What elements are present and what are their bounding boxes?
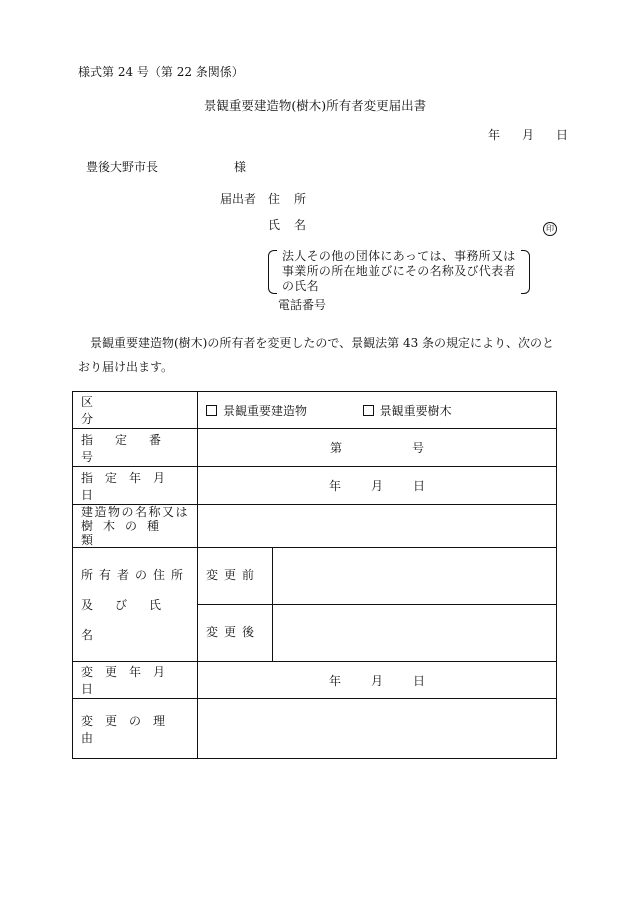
corporate-note-bracket xyxy=(268,250,530,294)
designation-date-cell[interactable] xyxy=(198,467,557,505)
change-date-day: 日 xyxy=(413,673,426,688)
before-change-value-cell[interactable] xyxy=(273,548,557,605)
designation-number-label: 指定番号 xyxy=(81,432,184,464)
row-change-reason xyxy=(73,699,557,759)
category-label: 区分 xyxy=(81,395,168,426)
date-day: 日 xyxy=(556,128,569,142)
name-or-type-value-cell[interactable] xyxy=(198,505,557,548)
option-building[interactable] xyxy=(206,402,307,419)
row-owner-before xyxy=(73,548,557,605)
document-title: 景観重要建造物(樹木)所有者変更届出書 xyxy=(203,98,427,113)
option-building-label: 景観重要建造物 xyxy=(223,403,308,418)
bracket-right xyxy=(521,250,530,294)
change-date-label: 変更年月日 xyxy=(81,665,178,696)
name-or-type-label-line1: 建造物の名称又は xyxy=(81,505,190,519)
option-tree[interactable] xyxy=(363,402,452,419)
notification-form-table xyxy=(72,391,557,759)
owner-label-cell xyxy=(73,548,198,662)
bracket-left xyxy=(268,250,277,294)
body-text: 景観重要建造物(樹木)の所有者を変更したので、景観法第 43 条の規定により、次のとおり届け出ます。 xyxy=(78,336,555,374)
addressee-honorific: 様 xyxy=(234,160,247,174)
before-change-label-cell xyxy=(198,548,273,605)
filer-address-label: 住所 xyxy=(268,192,321,206)
phone-label: 電話番号 xyxy=(278,298,327,312)
checkbox-building[interactable] xyxy=(206,405,217,416)
after-change-label-cell xyxy=(198,605,273,662)
category-label-cell xyxy=(73,392,198,429)
seal-mark: 印 xyxy=(543,222,557,236)
filer-name-label: 氏名 xyxy=(268,218,321,232)
designation-date-month: 月 xyxy=(370,479,383,493)
designation-number-cell[interactable] xyxy=(198,429,557,467)
name-or-type-label-line2: 樹木の種類 xyxy=(81,519,170,547)
row-change-date xyxy=(73,662,557,699)
designation-number-suffix: 号 xyxy=(412,441,425,455)
designation-date-day: 日 xyxy=(413,479,426,493)
name-or-type-label-cell xyxy=(73,505,198,548)
form-number: 様式第 24 号（第 22 条関係） xyxy=(78,65,244,79)
row-designation-number xyxy=(73,429,557,467)
change-date-label-cell xyxy=(73,662,198,699)
option-tree-label: 景観重要樹木 xyxy=(379,403,452,418)
change-date-year: 年 xyxy=(328,673,341,688)
designation-number-label-cell xyxy=(73,429,198,467)
designation-date-label-cell xyxy=(73,467,198,505)
category-options-cell xyxy=(198,392,557,429)
checkbox-tree[interactable] xyxy=(363,405,374,416)
row-name-or-type xyxy=(73,505,557,548)
filer-label: 届出者 xyxy=(220,192,257,206)
addressee-name: 豊後大野市長 xyxy=(86,160,159,174)
owner-label-line2: 及び氏名 xyxy=(81,597,184,642)
submission-date xyxy=(488,126,568,143)
before-change-label: 変更前 xyxy=(206,568,261,582)
owner-label-line1: 所有者の住所 xyxy=(81,567,190,582)
row-designation-date xyxy=(73,467,557,505)
designation-number-prefix: 第 xyxy=(329,441,342,455)
date-month: 月 xyxy=(522,128,535,142)
date-year: 年 xyxy=(488,128,501,142)
designation-date-year: 年 xyxy=(328,479,341,493)
change-reason-value-cell[interactable] xyxy=(198,699,557,759)
corporate-note: 法人その他の団体にあっては、事務所又は事業所の所在地並びにその名称及び代表者の氏名 xyxy=(282,249,516,293)
change-date-month: 月 xyxy=(370,673,383,688)
change-reason-label-cell xyxy=(73,699,198,759)
designation-date-label: 指定年月日 xyxy=(81,470,178,502)
row-category xyxy=(73,392,557,429)
after-change-value-cell[interactable] xyxy=(273,605,557,662)
change-reason-label: 変更の理由 xyxy=(81,713,178,745)
after-change-label: 変更後 xyxy=(206,625,261,639)
change-date-cell[interactable] xyxy=(198,662,557,699)
